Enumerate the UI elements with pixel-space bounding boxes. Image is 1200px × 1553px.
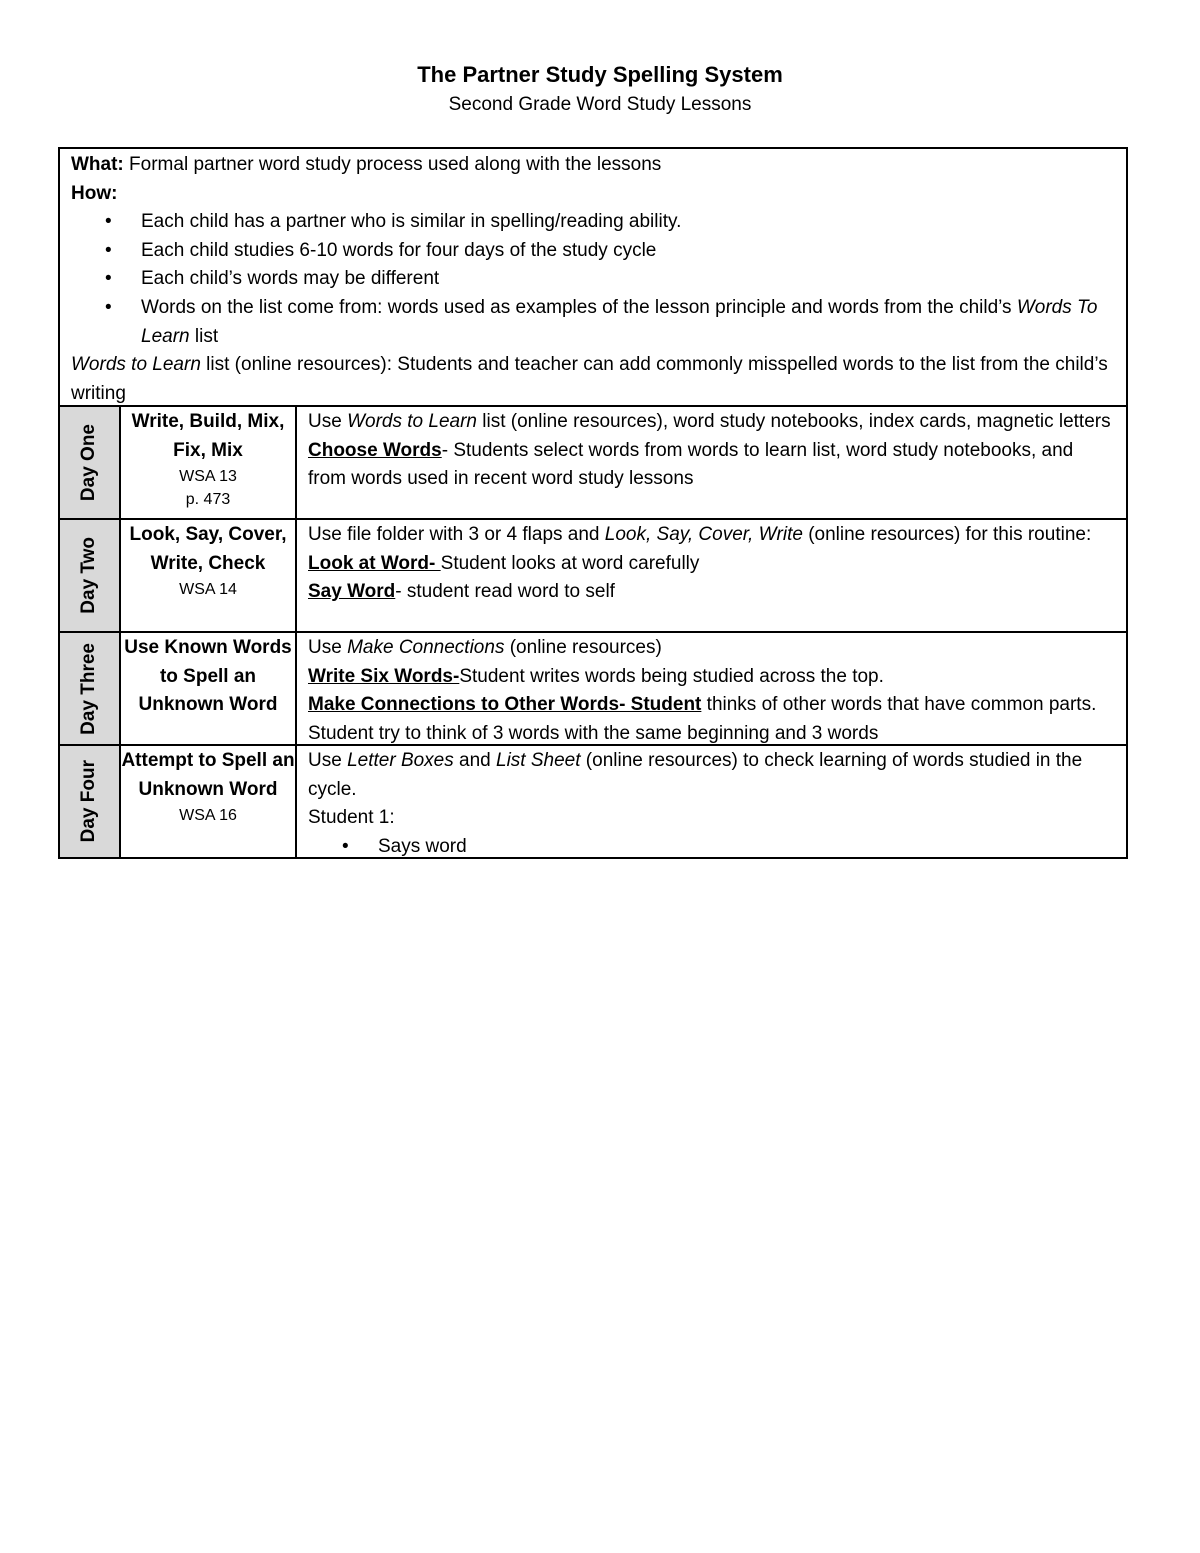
list-item-italic: Words To Learn <box>141 296 1098 347</box>
skill-name: Write, Build, Mix, Fix, Mix <box>131 411 285 461</box>
desc-line: Choose Words- Students select words from words to learn list, word study notebooks, and from words used in recent word study lessons <box>308 439 1074 490</box>
day-two-description <box>297 520 1126 631</box>
wtl-text: list (online resources): Students and teacher can add commonly misspelled words to the list from the child’s writing <box>71 354 1108 404</box>
day-one-description <box>297 407 1126 518</box>
what-text: Formal partner word study process used along with the lessons <box>123 154 662 175</box>
day-four-row <box>60 746 1126 857</box>
skill-name: Use Known Words to Spell an Unknown Word <box>124 637 292 716</box>
page-subtitle: Second Grade Word Study Lessons <box>448 94 752 115</box>
skill-page: p. 473 <box>185 491 231 509</box>
words-to-learn-note <box>71 351 1116 407</box>
day-four-label: Day Four <box>60 746 121 857</box>
list-item: • Each child has a partner who is similar in spelling/reading ability. <box>141 208 1116 237</box>
skill-name: Look, Say, Cover, Write, Check <box>129 524 287 574</box>
desc-line: Student 1: <box>308 807 395 829</box>
day-two-skill <box>121 520 297 631</box>
list-item-tail: list <box>189 325 219 347</box>
day-one-label: Day One <box>60 407 121 518</box>
list-item: • Says word <box>378 833 1116 857</box>
how-label: How: <box>71 182 118 204</box>
wtl-italic: Words to Learn <box>71 354 201 376</box>
lesson-table <box>58 147 1128 859</box>
day-two-row <box>60 520 1126 633</box>
desc-line: Use Make Connections (online resources) <box>308 637 662 658</box>
skill-name: Attempt to Spell an Unknown Word <box>121 750 295 800</box>
skill-ref: WSA 16 <box>179 807 237 825</box>
what-label: What: <box>71 154 124 175</box>
desc-line: Say Word- student read word to self <box>308 581 615 603</box>
desc-line: Use Letter Boxes and List Sheet (online resources) to check learning of words studied in the cycle. <box>308 750 1083 800</box>
what-line <box>71 151 1116 180</box>
how-list <box>71 208 1116 351</box>
day-three-row <box>60 633 1126 746</box>
list-item <box>141 294 1116 351</box>
page-title: The Partner Study Spelling System <box>417 62 783 87</box>
list-item: • Each child studies 6-10 words for four days of the study cycle <box>141 237 1116 266</box>
desc-line: Write Six Words-Student writes words being studied across the top. <box>308 665 884 687</box>
day-three-label: Day Three <box>60 633 121 744</box>
skill-ref: WSA 13 <box>179 468 237 486</box>
desc-line: Look at Word- Student looks at word carefully <box>308 552 700 574</box>
skill-ref: WSA 14 <box>179 581 237 599</box>
day-three-description <box>297 633 1126 744</box>
list-item-text: Words on the list come from: words used as examples of the lesson principle and words from the child’s <box>141 296 1017 318</box>
desc-line: Use file folder with 3 or 4 flaps and Look, Say, Cover, Write (online resources) for this routine: <box>308 524 1092 545</box>
day-two-label: Day Two <box>60 520 121 631</box>
day-four-description <box>297 746 1126 857</box>
day-three-skill <box>121 633 297 744</box>
intro-cell <box>60 149 1126 407</box>
day-one-row <box>60 407 1126 520</box>
student-list <box>308 833 1116 857</box>
list-item: • Each child’s words may be different <box>141 265 1116 294</box>
desc-line: Use Words to Learn list (online resources), word study notebooks, index cards, magnetic letters <box>308 411 1111 432</box>
desc-line: Make Connections to Other Words- Student thinks of other words that have common parts. Student try to think of 3 words with the same beginning and 3 words <box>308 694 1097 744</box>
day-four-skill <box>121 746 297 857</box>
day-one-skill <box>121 407 297 518</box>
